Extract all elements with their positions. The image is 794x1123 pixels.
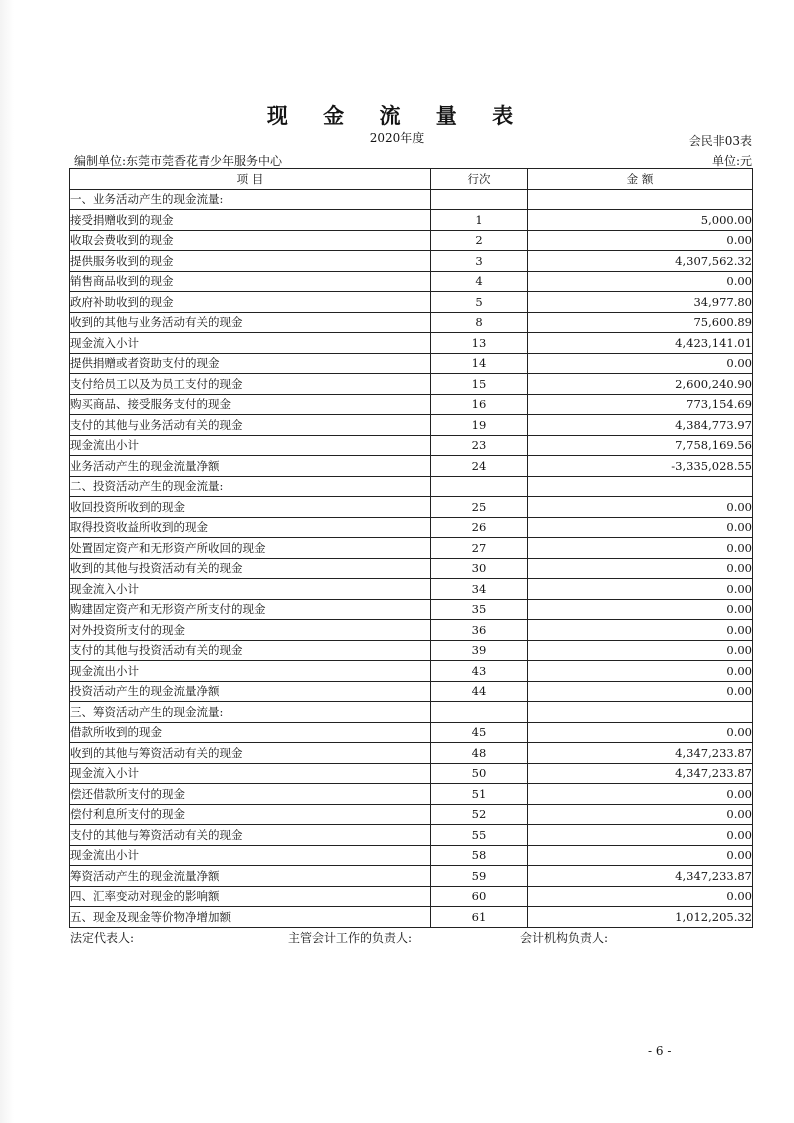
- table-row: [70, 476, 753, 497]
- row-line-number: 27: [431, 538, 528, 559]
- table-row: [70, 353, 753, 374]
- row-line-number: 26: [431, 517, 528, 538]
- row-line-number: 52: [431, 804, 528, 825]
- table-header-row: [70, 169, 753, 190]
- table-row: [70, 784, 753, 805]
- row-line-number: 60: [431, 886, 528, 907]
- table-row: [70, 435, 753, 456]
- row-item-label: 购建固定资产和无形资产所支付的现金: [70, 599, 431, 620]
- row-item-label: 支付的其他与筹资活动有关的现金: [70, 825, 431, 846]
- row-item-label: 现金流入小计: [70, 579, 431, 600]
- row-amount: 773,154.69: [528, 394, 753, 415]
- column-header-item: 项 目: [70, 169, 431, 190]
- row-amount: 0.00: [528, 886, 753, 907]
- row-item-label: 购买商品、接受服务支付的现金: [70, 394, 431, 415]
- row-item-label: 收到的其他与业务活动有关的现金: [70, 312, 431, 333]
- row-item-label: 对外投资所支付的现金: [70, 620, 431, 641]
- row-line-number: 15: [431, 374, 528, 395]
- row-line-number: 3: [431, 251, 528, 272]
- row-amount: [528, 476, 753, 497]
- row-amount: 0.00: [528, 230, 753, 251]
- row-amount: 0.00: [528, 640, 753, 661]
- table-row: [70, 210, 753, 231]
- row-line-number: 24: [431, 456, 528, 477]
- row-item-label: 现金流出小计: [70, 845, 431, 866]
- row-amount: 5,000.00: [528, 210, 753, 231]
- row-amount: 0.00: [528, 845, 753, 866]
- scan-edge: [0, 0, 14, 1123]
- row-amount: 7,758,169.56: [528, 435, 753, 456]
- row-amount: 4,307,562.32: [528, 251, 753, 272]
- table-row: [70, 415, 753, 436]
- row-amount: -3,335,028.55: [528, 456, 753, 477]
- table-row: [70, 271, 753, 292]
- row-line-number: [431, 189, 528, 210]
- row-item-label: 现金流出小计: [70, 661, 431, 682]
- row-line-number: [431, 702, 528, 723]
- row-amount: 4,423,141.01: [528, 333, 753, 354]
- currency-unit: 单位:元: [711, 154, 752, 168]
- table-row: [70, 763, 753, 784]
- row-line-number: 30: [431, 558, 528, 579]
- row-item-label: 二、投资活动产生的现金流量:: [70, 476, 431, 497]
- row-item-label: 收到的其他与投资活动有关的现金: [70, 558, 431, 579]
- row-item-label: 五、现金及现金等价物净增加额: [70, 907, 431, 928]
- row-item-label: 一、业务活动产生的现金流量:: [70, 189, 431, 210]
- table-row: [70, 517, 753, 538]
- row-line-number: 25: [431, 497, 528, 518]
- row-amount: 34,977.80: [528, 292, 753, 313]
- table-row: [70, 640, 753, 661]
- row-line-number: 48: [431, 743, 528, 764]
- row-line-number: 8: [431, 312, 528, 333]
- row-item-label: 处置固定资产和无形资产所收回的现金: [70, 538, 431, 559]
- row-line-number: 43: [431, 661, 528, 682]
- table-row: [70, 866, 753, 887]
- row-line-number: 23: [431, 435, 528, 456]
- row-amount: 0.00: [528, 804, 753, 825]
- reporting-organization: 编制单位:东莞市莞香花青少年服务中心: [74, 154, 283, 168]
- cash-flow-table: [69, 168, 753, 928]
- row-line-number: 39: [431, 640, 528, 661]
- table-row: [70, 681, 753, 702]
- column-header-line: 行次: [431, 169, 528, 190]
- row-amount: 0.00: [528, 517, 753, 538]
- row-amount: [528, 702, 753, 723]
- row-line-number: 1: [431, 210, 528, 231]
- form-number: 会民非03表: [688, 134, 752, 148]
- row-line-number: 14: [431, 353, 528, 374]
- table-row: [70, 845, 753, 866]
- row-line-number: 36: [431, 620, 528, 641]
- table-row: [70, 722, 753, 743]
- row-amount: 1,012,205.32: [528, 907, 753, 928]
- table-row: [70, 497, 753, 518]
- row-line-number: 55: [431, 825, 528, 846]
- row-amount: 0.00: [528, 825, 753, 846]
- row-amount: 0.00: [528, 538, 753, 559]
- row-item-label: 现金流入小计: [70, 333, 431, 354]
- table-row: [70, 579, 753, 600]
- table-row: [70, 374, 753, 395]
- row-amount: 4,347,233.87: [528, 763, 753, 784]
- row-item-label: 收取会费收到的现金: [70, 230, 431, 251]
- report-title: 现 金 流 量 表: [266, 103, 528, 128]
- row-amount: 0.00: [528, 681, 753, 702]
- row-item-label: 偿还借款所支付的现金: [70, 784, 431, 805]
- table-body: [70, 189, 753, 927]
- row-item-label: 四、汇率变动对现金的影响额: [70, 886, 431, 907]
- row-item-label: 政府补助收到的现金: [70, 292, 431, 313]
- row-amount: 0.00: [528, 353, 753, 374]
- table-row: [70, 620, 753, 641]
- row-item-label: 销售商品收到的现金: [70, 271, 431, 292]
- row-item-label: 接受捐赠收到的现金: [70, 210, 431, 231]
- table-row: [70, 804, 753, 825]
- row-item-label: 业务活动产生的现金流量净额: [70, 456, 431, 477]
- table-row: [70, 312, 753, 333]
- row-amount: 0.00: [528, 620, 753, 641]
- row-item-label: 收回投资所收到的现金: [70, 497, 431, 518]
- row-line-number: [431, 476, 528, 497]
- table-row: [70, 661, 753, 682]
- row-line-number: 2: [431, 230, 528, 251]
- report-year: 2020年度: [369, 131, 425, 145]
- row-amount: 4,347,233.87: [528, 743, 753, 764]
- table-row: [70, 456, 753, 477]
- row-line-number: 51: [431, 784, 528, 805]
- row-amount: 0.00: [528, 558, 753, 579]
- row-item-label: 提供捐赠或者资助支付的现金: [70, 353, 431, 374]
- row-line-number: 61: [431, 907, 528, 928]
- row-amount: 75,600.89: [528, 312, 753, 333]
- table-row: [70, 743, 753, 764]
- row-amount: 4,384,773.97: [528, 415, 753, 436]
- row-line-number: 19: [431, 415, 528, 436]
- row-line-number: 50: [431, 763, 528, 784]
- table-row: [70, 292, 753, 313]
- row-line-number: 58: [431, 845, 528, 866]
- row-line-number: 4: [431, 271, 528, 292]
- table-row: [70, 558, 753, 579]
- table-row: [70, 886, 753, 907]
- accounting-head-label: 会计机构负责人:: [520, 931, 609, 945]
- row-item-label: 现金流入小计: [70, 763, 431, 784]
- table-row: [70, 230, 753, 251]
- row-item-label: 三、筹资活动产生的现金流量:: [70, 702, 431, 723]
- row-item-label: 现金流出小计: [70, 435, 431, 456]
- row-item-label: 提供服务收到的现金: [70, 251, 431, 272]
- table-row: [70, 599, 753, 620]
- row-amount: [528, 189, 753, 210]
- row-item-label: 投资活动产生的现金流量净额: [70, 681, 431, 702]
- row-amount: 0.00: [528, 271, 753, 292]
- row-line-number: 35: [431, 599, 528, 620]
- row-amount: 0.00: [528, 579, 753, 600]
- row-line-number: 44: [431, 681, 528, 702]
- row-item-label: 取得投资收益所收到的现金: [70, 517, 431, 538]
- row-line-number: 45: [431, 722, 528, 743]
- page-number: - 6 -: [648, 1044, 672, 1058]
- chief-accountant-label: 主管会计工作的负责人:: [288, 931, 413, 945]
- row-line-number: 34: [431, 579, 528, 600]
- row-line-number: 59: [431, 866, 528, 887]
- table-row: [70, 702, 753, 723]
- row-line-number: 5: [431, 292, 528, 313]
- row-item-label: 支付给员工以及为员工支付的现金: [70, 374, 431, 395]
- table-row: [70, 394, 753, 415]
- row-amount: 0.00: [528, 661, 753, 682]
- row-item-label: 收到的其他与筹资活动有关的现金: [70, 743, 431, 764]
- row-amount: 2,600,240.90: [528, 374, 753, 395]
- row-item-label: 支付的其他与投资活动有关的现金: [70, 640, 431, 661]
- row-line-number: 13: [431, 333, 528, 354]
- row-amount: 0.00: [528, 497, 753, 518]
- row-line-number: 16: [431, 394, 528, 415]
- row-item-label: 支付的其他与业务活动有关的现金: [70, 415, 431, 436]
- table-row: [70, 189, 753, 210]
- row-item-label: 筹资活动产生的现金流量净额: [70, 866, 431, 887]
- row-amount: 4,347,233.87: [528, 866, 753, 887]
- table-row: [70, 251, 753, 272]
- table-row: [70, 907, 753, 928]
- row-amount: 0.00: [528, 599, 753, 620]
- row-amount: 0.00: [528, 784, 753, 805]
- row-item-label: 偿付利息所支付的现金: [70, 804, 431, 825]
- table-row: [70, 825, 753, 846]
- row-amount: 0.00: [528, 722, 753, 743]
- table-row: [70, 538, 753, 559]
- legal-representative-label: 法定代表人:: [70, 931, 135, 945]
- row-item-label: 借款所收到的现金: [70, 722, 431, 743]
- column-header-amount: 金 额: [528, 169, 753, 190]
- table-row: [70, 333, 753, 354]
